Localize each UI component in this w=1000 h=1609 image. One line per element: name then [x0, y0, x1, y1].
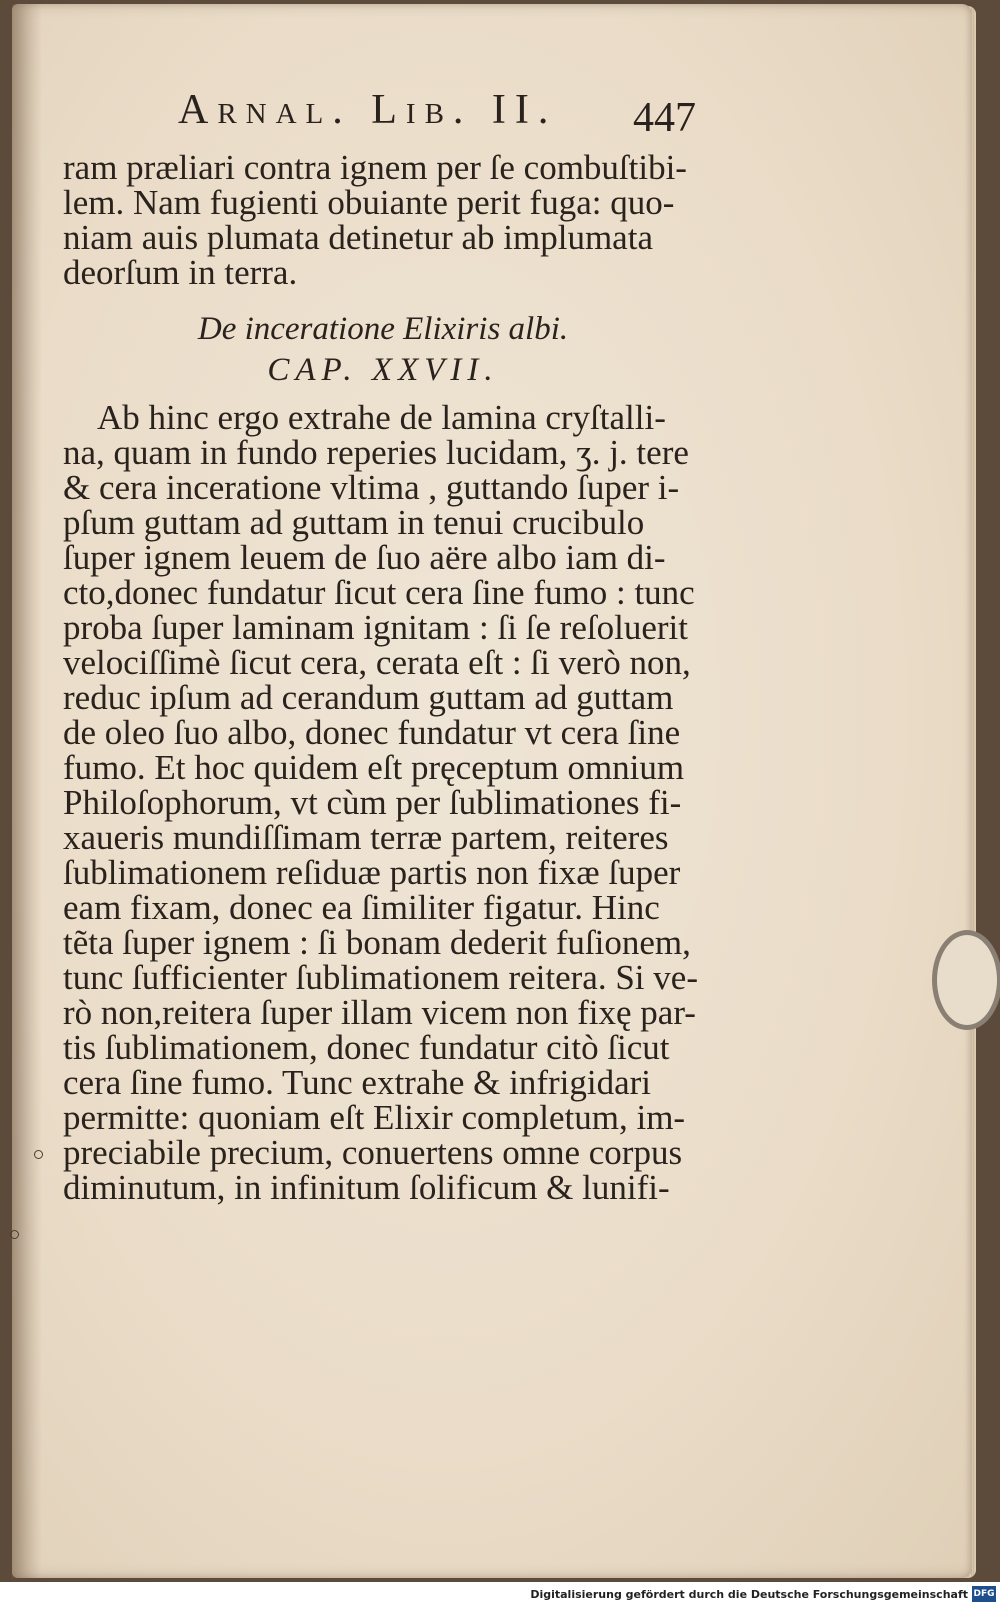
- text-line: ram præliari contra ignem per ſe combuſtibi-: [63, 148, 687, 187]
- text-line: xaueris mundiſſimam terræ partem, reiteres: [63, 818, 669, 857]
- text-line: lem. Nam fugienti obuiante perit fuga: quo-: [63, 183, 675, 222]
- text-line: tis ſublimationem, donec fundatur citò ſicut: [63, 1028, 670, 1067]
- text-line: ſuper ignem leuem de ſuo aëre albo iam di-: [63, 538, 666, 577]
- text-line: & cera inceratione vltima , guttando ſuper i-: [63, 468, 680, 507]
- text-line: preciabile precium, conuertens omne corpus: [63, 1133, 683, 1172]
- text-line: rò non,reitera ſuper illam vicem non fixę par-: [63, 993, 696, 1032]
- chapter-number: CAP. XXVII.: [267, 352, 499, 388]
- page-header: [178, 86, 698, 141]
- text-line: diminutum, in infinitum ſolificum & lunifi-: [63, 1168, 670, 1207]
- text-line: pſum guttam ad guttam in tenui crucibulo: [63, 503, 645, 542]
- chapter-heading: [63, 312, 703, 388]
- text-line: deorſum in terra.: [63, 253, 298, 292]
- text-line: tunc ſufficienter ſublimationem reitera. Si ve-: [63, 958, 698, 997]
- text-line: cto,donec fundatur ſicut cera ſine fumo : tunc: [63, 573, 695, 612]
- text-line: permitte: quoniam eſt Elixir completum, im-: [63, 1098, 686, 1137]
- footer-bar: [0, 1582, 1000, 1609]
- text-line: Ab hinc ergo extrahe de lamina cryſtalli-: [97, 398, 666, 437]
- chapter-title: De inceratione Elixiris albi.: [197, 311, 569, 347]
- text-line: cera ſine fumo. Tunc extrahe & infrigidari: [63, 1063, 652, 1102]
- paragraph-main: [63, 400, 703, 1205]
- text-line: reduc ipſum ad cerandum guttam ad guttam: [63, 678, 674, 717]
- text-line: de oleo ſuo albo, donec fundatur vt cera ſine: [63, 713, 681, 752]
- text-line: niam auis plumata detinetur ab implumata: [63, 218, 653, 257]
- paragraph-top: [63, 150, 703, 290]
- text-line: Philoſophorum, vt cùm per ſublimationes fi-: [63, 783, 682, 822]
- text-line: proba ſuper laminam ignitam : ſi ſe reſoluerit: [63, 608, 688, 647]
- dfg-logo: DFG: [972, 1586, 996, 1602]
- binding-gutter: [12, 4, 42, 1578]
- margin-mark-icon: [10, 1230, 19, 1239]
- text-line: na, quam in fundo reperies lucidam, ʒ. j. tere: [63, 433, 689, 472]
- page-clip-icon: [932, 930, 1000, 1030]
- text-line: ſublimationem reſiduæ partis non fixæ ſuper: [63, 853, 681, 892]
- margin-mark-icon: [34, 1150, 43, 1159]
- text-line: tẽta ſuper ignem : ſi bonam dederit fuſionem,: [63, 923, 691, 962]
- text-line: velociſſimè ſicut cera, cerata eſt : ſi verò non,: [63, 643, 691, 682]
- text-line: fumo. Et hoc quidem eſt pręceptum omnium: [63, 748, 685, 787]
- page-number: 447: [633, 95, 696, 141]
- running-head: Arnal. Lib. II.: [178, 87, 558, 133]
- text-line: eam fixam, donec ea ſimiliter figatur. Hinc: [63, 888, 660, 927]
- footer-credit: Digitalisierung gefördert durch die Deutsche Forschungsgemeinschaft: [530, 1588, 968, 1601]
